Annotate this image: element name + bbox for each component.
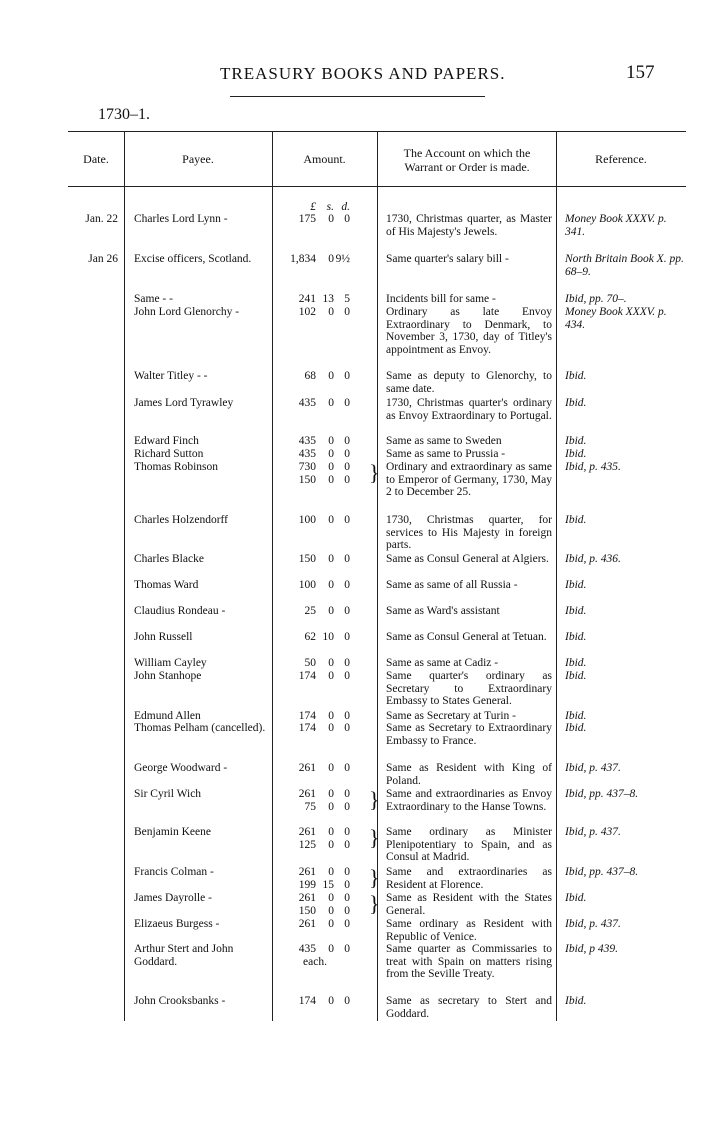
row-18-payee: George Woodward - (134, 762, 228, 774)
row-2-account: Incidents bill for same - (386, 293, 496, 305)
row-5-amount (283, 397, 373, 410)
row-2-amount (283, 293, 373, 306)
row-22-payee: James Dayrolle - (134, 892, 212, 904)
row-9-reference: Ibid. (565, 514, 587, 526)
row-0-account: 1730, Christmas quarter, as Master of His Majesty's Jewels. (386, 213, 552, 238)
column-header-payee: Payee. (182, 152, 214, 166)
row-9-account: 1730, Christmas quarter, for services to His Majesty in foreign parts. (386, 514, 552, 551)
currency-pounds: £ (310, 201, 316, 213)
row-8-account: Ordinary and extraordinary as same to Emperor of Germany, 1730, May 2 to December 25. (386, 461, 552, 498)
row-10-amount (283, 553, 373, 566)
row-11-amount-line-0: 100 0 0 (298, 579, 350, 591)
row-24-account: Same quarter as Commissaries to treat with Spain on matters rising from the Seville Treaty. (386, 943, 552, 980)
row-19-brace: } (369, 787, 380, 812)
row-10-reference: Ibid, p. 436. (565, 553, 621, 565)
row-11-payee: Thomas Ward (134, 579, 199, 591)
row-11-reference: Ibid. (565, 579, 587, 591)
row-7-amount (283, 448, 373, 461)
column-header-date: Date. (83, 152, 109, 166)
row-21-brace: } (369, 865, 380, 890)
row-13-amount-line-0: 62 10 0 (304, 631, 350, 643)
row-12-account: Same as Ward's assistant (386, 605, 500, 617)
row-14-account: Same as same at Cadiz - (386, 657, 499, 669)
row-1-payee: Excise officers, Scotland. (134, 253, 252, 265)
row-16-amount-line-0: 174 0 0 (298, 710, 350, 722)
row-15-reference: Ibid. (565, 670, 587, 682)
row-20-reference: Ibid, p. 437. (565, 826, 621, 838)
row-3-amount (283, 306, 373, 319)
row-22-amount-line-1: 150 0 0 (298, 904, 350, 917)
row-2-amount-line-0: 241 13 5 (298, 293, 350, 305)
row-24-amount (283, 943, 373, 968)
row-20-payee: Benjamin Keene (134, 826, 211, 838)
row-3-amount-line-0: 102 0 0 (298, 306, 350, 318)
row-17-amount-line-0: 174 0 0 (298, 722, 350, 734)
row-25-reference: Ibid. (565, 995, 587, 1007)
row-17-account: Same as Secretary to Extraordinary Embassy to France. (386, 722, 552, 747)
currency-shillings: s. (326, 201, 334, 213)
row-19-amount (283, 788, 373, 813)
column-header-amount: Amount. (303, 152, 346, 166)
row-19-payee: Sir Cyril Wich (134, 788, 202, 800)
row-16-amount (283, 710, 373, 723)
row-24-payee: Arthur Stert and John Goddard. (134, 943, 234, 968)
row-24-amount-note: each. (303, 955, 327, 968)
row-23-account: Same ordinary as Resident with Republic of Venice. (386, 918, 552, 943)
column-header-account: The Account on which the Warrant or Order is made. (403, 146, 531, 174)
row-19-account: Same and extraordinaries as Envoy Extraordinary to the Hanse Towns. (386, 788, 552, 813)
header-rule (230, 96, 485, 97)
row-6-payee: Edward Finch (134, 435, 199, 447)
row-9-amount-line-0: 100 0 0 (298, 514, 350, 526)
row-4-amount-line-0: 68 0 0 (304, 370, 350, 382)
row-7-account: Same as same to Prussia - (386, 448, 506, 460)
row-11-amount (283, 579, 373, 592)
row-8-payee: Thomas Robinson (134, 461, 219, 473)
row-8-amount (283, 461, 373, 486)
row-5-amount-line-0: 435 0 0 (298, 397, 350, 409)
row-14-amount (283, 657, 373, 670)
row-14-amount-line-0: 50 0 0 (304, 657, 350, 669)
row-22-brace: } (369, 891, 380, 916)
row-19-reference: Ibid, pp. 437–8. (565, 788, 639, 800)
currency-headers (283, 201, 373, 214)
row-21-payee: Francis Colman - (134, 866, 214, 878)
page-header (0, 64, 720, 88)
row-25-amount-line-0: 174 0 0 (298, 995, 350, 1007)
row-22-account: Same as Resident with the States General. (386, 892, 552, 917)
page-number: 157 (626, 62, 655, 83)
row-9-payee: Charles Holzendorff (134, 514, 228, 526)
row-18-amount (283, 762, 373, 775)
row-4-account: Same as deputy to Glenorchy, to same date. (386, 370, 552, 395)
row-2-payee: Same - - (134, 293, 173, 305)
row-22-amount (283, 892, 373, 917)
row-13-payee: John Russell (134, 631, 193, 643)
row-13-amount (283, 631, 373, 644)
row-23-reference: Ibid, p. 437. (565, 918, 621, 930)
row-21-reference: Ibid, pp. 437–8. (565, 866, 639, 878)
row-21-amount-line-0: 261 0 0 (298, 866, 350, 878)
row-20-amount (283, 826, 373, 851)
row-21-amount (283, 866, 373, 891)
row-17-amount (283, 722, 373, 735)
row-18-reference: Ibid, p. 437. (565, 762, 621, 774)
row-10-payee: Charles Blacke (134, 553, 204, 565)
row-15-account: Same quarter's ordinary as Secretary to Extraordinary Embassy to States General. (386, 670, 552, 707)
row-22-amount-line-0: 261 0 0 (298, 892, 350, 904)
row-6-amount (283, 435, 373, 448)
row-6-account: Same as same to Sweden (386, 435, 502, 447)
row-1-reference: North Britain Book X. pp. 68–9. (565, 253, 684, 278)
row-2-reference: Ibid, pp. 70–. (565, 293, 627, 305)
row-11-account: Same as same of all Russia - (386, 579, 518, 591)
row-12-reference: Ibid. (565, 605, 587, 617)
row-13-account: Same as Consul General at Tetuan. (386, 631, 547, 643)
row-25-payee: John Crooksbanks - (134, 995, 226, 1007)
row-20-account: Same ordinary as Minister Plenipotentiary to Spain, and as Consul at Madrid. (386, 826, 552, 863)
row-7-amount-line-0: 435 0 0 (298, 448, 350, 460)
row-15-amount-line-0: 174 0 0 (298, 670, 350, 682)
row-3-reference: Money Book XXXV. p. 434. (565, 306, 667, 331)
row-25-amount (283, 995, 373, 1008)
row-5-account: 1730, Christmas quarter's ordinary as Envoy Extraordinary to Portugal. (386, 397, 552, 422)
row-16-payee: Edmund Allen (134, 710, 201, 722)
row-1-amount (283, 253, 373, 266)
row-23-amount-line-0: 261 0 0 (298, 918, 350, 930)
row-23-amount (283, 918, 373, 931)
row-0-reference: Money Book XXXV. p. 341. (565, 213, 667, 238)
row-14-payee: William Cayley (134, 657, 207, 669)
row-8-amount-line-1: 150 0 0 (298, 473, 350, 486)
row-19-amount-line-1: 75 0 0 (304, 800, 350, 813)
row-6-reference: Ibid. (565, 435, 587, 447)
row-1-date: Jan 26 (88, 253, 118, 265)
row-0-amount-line-0: 175 0 0 (298, 213, 350, 225)
row-10-amount-line-0: 150 0 0 (298, 553, 350, 565)
row-24-reference: Ibid, p 439. (565, 943, 619, 955)
row-12-payee: Claudius Rondeau - (134, 605, 226, 617)
row-15-payee: John Stanhope (134, 670, 202, 682)
row-10-account: Same as Consul General at Algiers. (386, 553, 549, 565)
row-8-amount-line-0: 730 0 0 (298, 461, 350, 473)
running-title: TREASURY BOOKS AND PAPERS. (220, 64, 506, 83)
row-15-amount (283, 670, 373, 683)
row-4-reference: Ibid. (565, 370, 587, 382)
row-25-account: Same as secretary to Stert and Goddard. (386, 995, 552, 1020)
row-8-brace: } (369, 460, 380, 485)
row-21-amount-line-1: 199 15 0 (298, 878, 350, 891)
row-0-amount (283, 213, 373, 226)
row-8-reference: Ibid, p. 435. (565, 461, 621, 473)
row-17-payee: Thomas Pelham (cancelled). (134, 722, 266, 734)
row-9-amount (283, 514, 373, 527)
row-20-amount-line-0: 261 0 0 (298, 826, 350, 838)
row-3-payee: John Lord Glenorchy - (134, 306, 240, 318)
row-4-payee: Walter Titley - - (134, 370, 208, 382)
row-21-account: Same and extraordinaries as Resident at Florence. (386, 866, 552, 891)
row-22-reference: Ibid. (565, 892, 587, 904)
row-0-payee: Charles Lord Lynn - (134, 213, 228, 225)
row-18-account: Same as Resident with King of Poland. (386, 762, 552, 787)
year-heading: 1730–1. (98, 106, 150, 123)
row-13-reference: Ibid. (565, 631, 587, 643)
row-1-amount-line-0: 1,834 0 9½ (290, 253, 350, 265)
row-16-account: Same as Secretary at Turin - (386, 710, 516, 722)
row-5-payee: James Lord Tyrawley (134, 397, 234, 409)
row-7-reference: Ibid. (565, 448, 587, 460)
row-23-payee: Elizaeus Burgess - (134, 918, 220, 930)
row-12-amount-line-0: 25 0 0 (304, 605, 350, 617)
row-12-amount (283, 605, 373, 618)
row-18-amount-line-0: 261 0 0 (298, 762, 350, 774)
row-0-date: Jan. 22 (85, 213, 118, 225)
row-20-brace: } (369, 825, 380, 850)
row-7-payee: Richard Sutton (134, 448, 204, 460)
row-20-amount-line-1: 125 0 0 (298, 838, 350, 851)
row-24-amount-line-0: 435 0 0 (298, 943, 350, 955)
currency-pence: d. (341, 201, 350, 213)
row-5-reference: Ibid. (565, 397, 587, 409)
row-6-amount-line-0: 435 0 0 (298, 435, 350, 447)
row-1-account: Same quarter's salary bill - (386, 253, 509, 265)
row-17-reference: Ibid. (565, 722, 587, 734)
row-14-reference: Ibid. (565, 657, 587, 669)
row-16-reference: Ibid. (565, 710, 587, 722)
column-header-reference: Reference. (595, 152, 647, 166)
row-4-amount (283, 370, 373, 383)
row-3-account: Ordinary as late Envoy Extraordinary to Denmark, to November 3, 1730, day of Titley's appointment as Envoy. (386, 306, 552, 356)
row-19-amount-line-0: 261 0 0 (298, 788, 350, 800)
